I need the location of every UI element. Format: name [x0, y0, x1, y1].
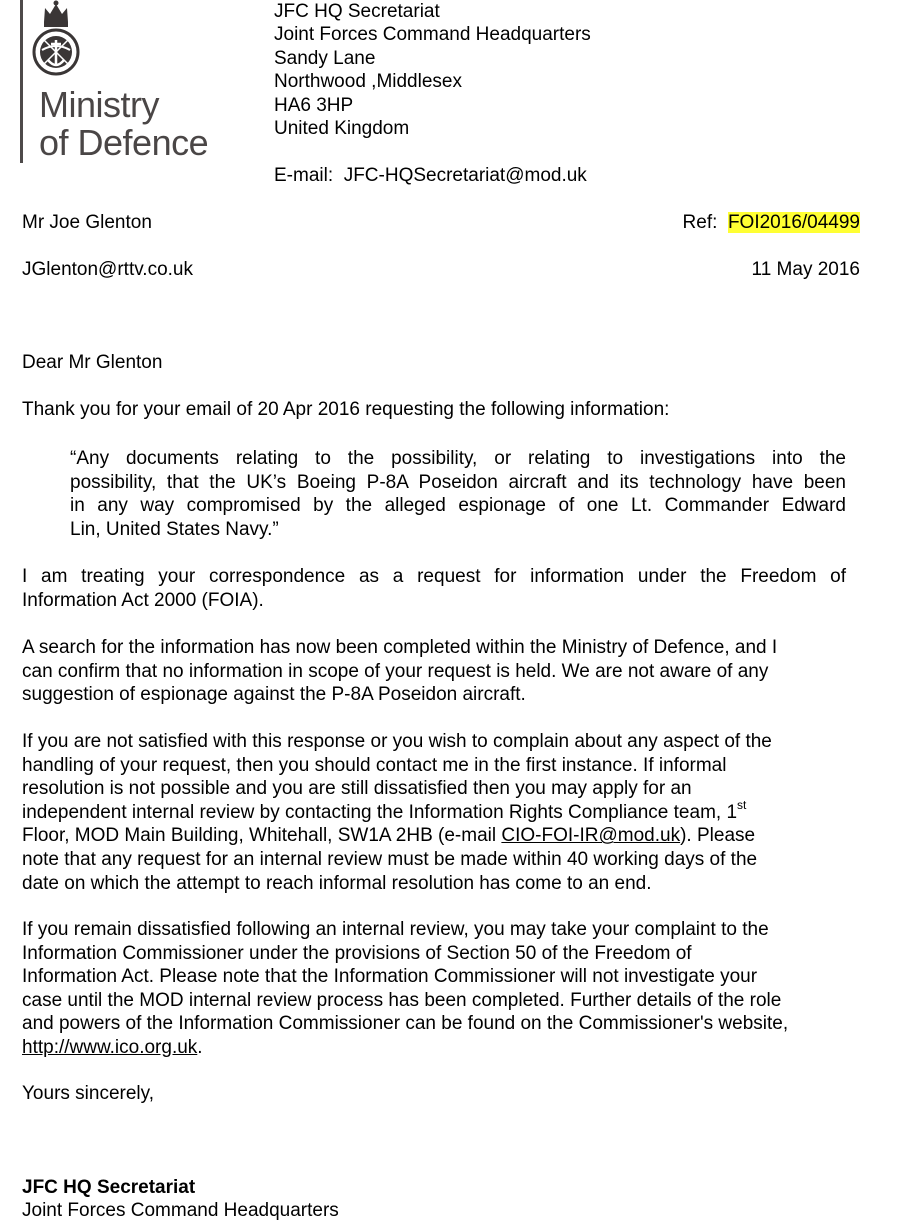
paragraph-line — [22, 824, 846, 848]
paragraph-line: note that any request for an internal review must be made within 40 working days of the — [22, 848, 758, 870]
address-line: Joint Forces Command Headquarters — [274, 24, 591, 46]
quote-line: Lin, United States Navy.” — [70, 518, 279, 540]
sender-address — [274, 0, 591, 140]
paragraph-line: If you are not satisfied with this response or you wish to complain about any aspect of the — [22, 731, 772, 752]
cio-email-link[interactable]: CIO-FOI-IR@mod.uk — [501, 825, 681, 847]
signature-org: Joint Forces Command Headquarters — [22, 1200, 339, 1221]
commissioner-paragraph — [22, 918, 846, 1060]
signature-name: JFC HQ Secretariat — [22, 1177, 196, 1198]
address-line: United Kingdom — [274, 118, 410, 140]
reference-number: FOI2016/04499 — [727, 212, 860, 233]
address-line: Sandy Lane — [274, 47, 376, 69]
sender-email: JFC-HQSecretariat@mod.uk — [343, 165, 587, 186]
line-text: independent internal review by contacting the Information Rights Compliance team, 1 — [22, 801, 738, 823]
paragraph-line: suggestion of espionage against the P-8A Poseidon aircraft. — [22, 684, 526, 706]
paragraph-line: and powers of the Information Commissioner can be found on the Commissioner's website, — [22, 1013, 789, 1035]
paragraph-line: handling of your request, then you should contact me in the first instance. If informal — [22, 754, 727, 776]
foia-paragraph — [22, 565, 846, 612]
logo-divider — [20, 0, 23, 163]
crest-icon — [32, 0, 80, 80]
paragraph-line — [22, 797, 846, 825]
ministry-of-defence-logo — [39, 86, 208, 162]
address-line: JFC HQ Secretariat — [274, 1, 440, 22]
request-quote — [70, 447, 846, 541]
sender-email-line — [274, 165, 587, 187]
recipient-name: Mr Joe Glenton — [22, 212, 152, 233]
paragraph-line — [22, 1036, 846, 1060]
logo-line-1: Ministry — [39, 84, 159, 125]
logo-line-2: of Defence — [39, 122, 209, 163]
line-text: Floor, MOD Main Building, Whitehall, SW1A 2HB (e-mail — [22, 825, 502, 847]
salutation: Dear Mr Glenton — [22, 352, 163, 373]
paragraph-line: A search for the information has now been completed within the Ministry of Defence, and I — [22, 637, 778, 658]
address-line: Northwood ,Middlesex — [274, 71, 462, 93]
paragraph-line: case until the MOD internal review process has been completed. Further details of the role — [22, 989, 782, 1011]
paragraph-line: Information Act 2000 (FOIA). — [22, 589, 264, 611]
internal-review-paragraph — [22, 730, 846, 895]
line-text: ). Please — [680, 825, 756, 847]
email-label: E-mail: — [274, 165, 334, 186]
paragraph-line: resolution is not possible and you are still dissatisfied then you may apply for an — [22, 778, 692, 800]
closing: Yours sincerely, — [22, 1083, 155, 1104]
paragraph-line: If you remain dissatisfied following an internal review, you may take your complaint to the — [22, 919, 769, 940]
address-line: HA6 3HP — [274, 94, 354, 116]
line-text: . — [197, 1036, 203, 1058]
ico-website-link[interactable]: http://www.ico.org.uk — [22, 1036, 198, 1058]
intro-paragraph: Thank you for your email of 20 Apr 2016 requesting the following information: — [22, 399, 670, 420]
paragraph-line: date on which the attempt to reach informal resolution has come to an end. — [22, 872, 652, 894]
recipient-email: JGlenton@rttv.co.uk — [22, 259, 193, 280]
letter-date: 11 May 2016 — [751, 259, 860, 280]
reference-label: Ref: — [682, 212, 718, 233]
reference — [683, 212, 860, 234]
quote-line: possibility, that the UK’s Boeing P-8A Poseidon aircraft and its technology have been — [70, 471, 846, 493]
search-result-paragraph — [22, 636, 846, 707]
paragraph-line: Information Commissioner under the provisions of Section 50 of the Freedom of — [22, 942, 692, 964]
paragraph-line: Information Act. Please note that the Information Commissioner will not investigate your — [22, 966, 758, 988]
paragraph-line: I am treating your correspondence as a request for information under the Freedom of — [22, 566, 846, 587]
quote-line: in any way compromised by the alleged espionage of one Lt. Commander Edward — [70, 495, 846, 516]
quote-line: “Any documents relating to the possibility, or relating to investigations into the — [70, 448, 846, 469]
ordinal-suffix: st — [737, 797, 747, 812]
paragraph-line: can confirm that no information in scope of your request is held. We are not aware of any — [22, 660, 769, 682]
